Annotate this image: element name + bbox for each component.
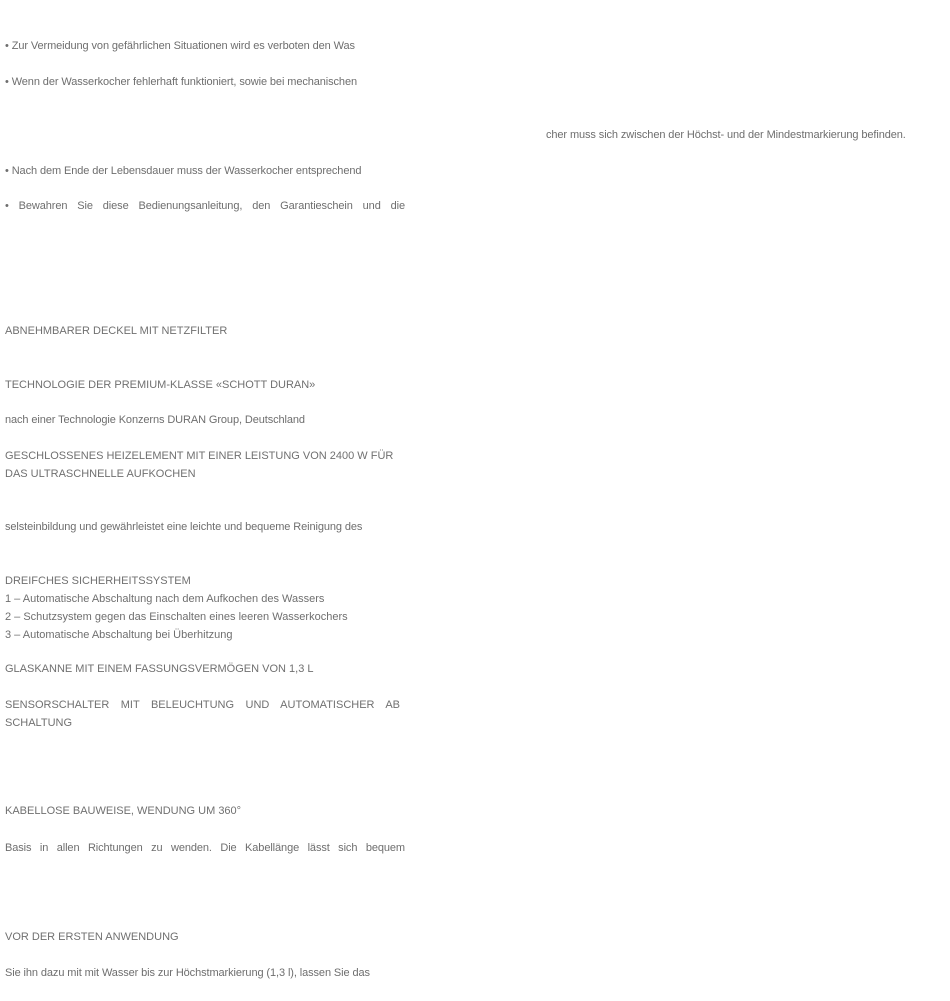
schott-text: nach einer Technologie Konzerns DURAN Group, Deutschland: [5, 414, 305, 426]
safety-heading: DREIFCHES SICHERHEITSSYSTEM: [5, 575, 191, 587]
heating-text: selsteinbildung und gewährleistet eine leichte und bequeme Reinigung des: [5, 521, 363, 533]
warning-line-5: • Bewahren Sie diese Bedienungsanleitung, den Garantieschein und die: [5, 200, 405, 212]
cordless-text: Basis in allen Richtungen zu wenden. Die Kabellänge lässt sich bequem: [5, 842, 405, 854]
sensor-heading: [5, 696, 400, 732]
first-use-text: Sie ihn dazu mit mit Wasser bis zur Höchstmarkierung (1,3 l), lassen Sie das: [5, 967, 370, 979]
first-use-heading: VOR DER ERSTEN ANWENDUNG: [5, 931, 179, 943]
heating-heading-line-1: GESCHLOSSENES HEIZELEMENT MIT EINER LEISTUNG VON 2400 W FÜR: [5, 450, 394, 462]
sensor-heading-line-1: SENSORSCHALTER MIT BELEUCHTUNG UND AUTOMATISCHER AB: [5, 699, 400, 711]
schott-heading: TECHNOLOGIE DER PREMIUM-KLASSE «SCHOTT DURAN»: [5, 379, 316, 391]
heating-heading: [5, 447, 393, 483]
warning-line-4: • Nach dem Ende der Lebensdauer muss der Wasserkocher entsprechend: [5, 165, 362, 177]
sensor-heading-line-2: SCHALTUNG: [5, 717, 73, 729]
safety-item-2: 2 – Schutzsystem gegen das Einschalten eines leeren Wasserkochers: [5, 611, 348, 623]
cordless-heading: KABELLOSE BAUWEISE, WENDUNG UM 360°: [5, 805, 242, 817]
safety-item-1: 1 – Automatische Abschaltung nach dem Aufkochen des Wassers: [5, 593, 325, 605]
warning-line-1: • Zur Vermeidung von gefährlichen Situationen wird es verboten den Was: [5, 40, 355, 52]
warning-line-3: cher muss sich zwischen der Höchst- und der Mindestmarkierung befinden.: [546, 129, 906, 141]
safety-item-3: 3 – Automatische Abschaltung bei Überhitzung: [5, 629, 233, 641]
safety-section: [5, 572, 348, 644]
warning-line-2: • Wenn der Wasserkocher fehlerhaft funktioniert, sowie bei mechanischen: [5, 76, 357, 88]
lid-heading: ABNEHMBARER DECKEL MIT NETZFILTER: [5, 325, 228, 337]
glass-heading: GLASKANNE MIT EINEM FASSUNGSVERMÖGEN VON 1,3 L: [5, 663, 314, 675]
heating-heading-line-2: DAS ULTRASCHNELLE AUFKOCHEN: [5, 468, 196, 480]
